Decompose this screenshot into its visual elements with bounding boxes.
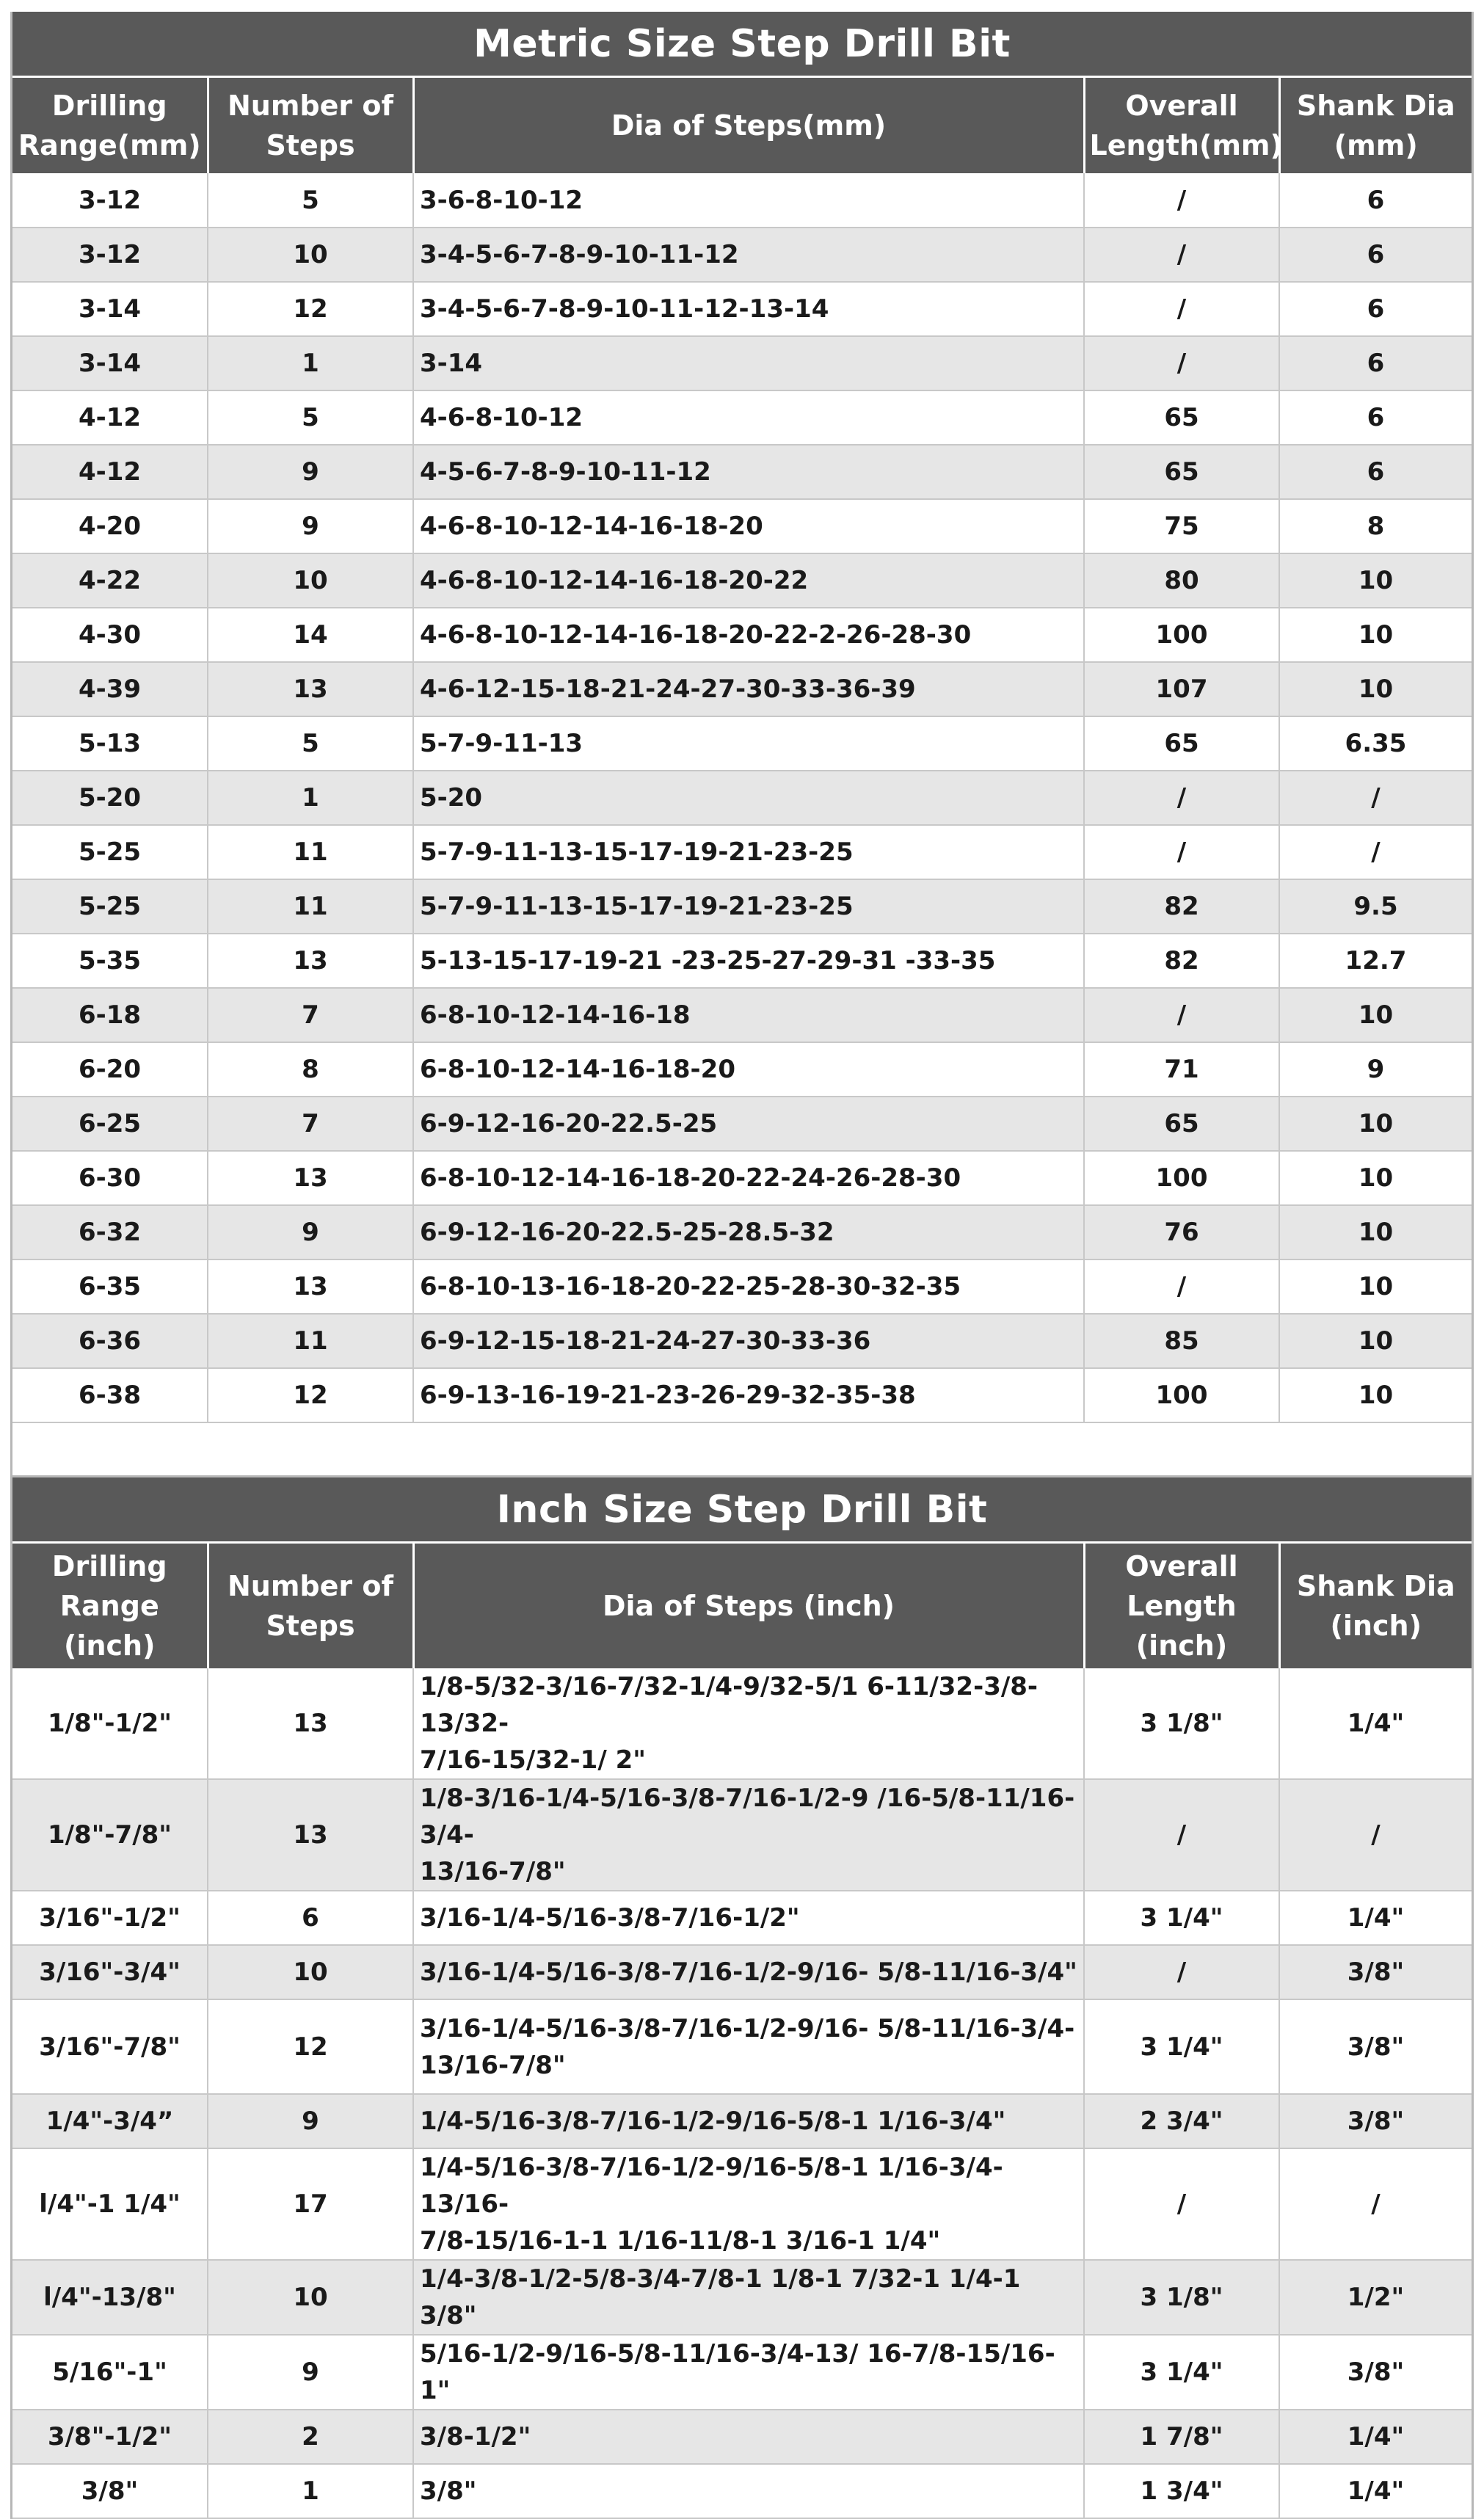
header-shank-dia: Shank Dia (inch)	[1279, 1544, 1472, 1668]
cell-number-of-steps: 2	[208, 2410, 413, 2464]
cell-shank-dia: /	[1279, 771, 1472, 825]
cell-drilling-range: 4-30	[12, 608, 208, 662]
table-row	[12, 1260, 1472, 1314]
steps-line-2: 13/16-7/8"	[420, 1857, 566, 1886]
steps-line-2: 13/16-7/8"	[420, 2050, 566, 2080]
cell-shank-dia: 10	[1279, 1097, 1472, 1151]
steps-line-1: 3/16-1/4-5/16-3/8-7/16-1/2-9/16- 5/8-11/16-3/4-	[420, 2013, 1075, 2043]
cell-number-of-steps: 1	[208, 336, 413, 390]
table-row	[12, 553, 1472, 608]
cell-overall-length: 1 3/4"	[1084, 2464, 1279, 2518]
table-row	[12, 1891, 1472, 1945]
table-row	[12, 445, 1472, 499]
cell-shank-dia: 1/2"	[1279, 2260, 1472, 2335]
cell-dia-of-steps: 5-13-15-17-19-21 -23-25-27-29-31 -33-35	[413, 934, 1084, 988]
cell-number-of-steps: 5	[208, 390, 413, 445]
cell-overall-length: 100	[1084, 608, 1279, 662]
table-row	[12, 716, 1472, 771]
cell-dia-of-steps	[413, 1891, 1084, 1945]
cell-drilling-range: 3-12	[12, 228, 208, 282]
steps-line-1: 1/4-5/16-3/8-7/16-1/2-9/16-5/8-1 1/16-3/4"	[420, 2107, 1006, 2136]
header-number-of-steps: Number of Steps	[208, 78, 413, 173]
steps-line-2: 7/8-15/16-1-1 1/16-11/8-1 3/16-1 1/4"	[420, 2226, 941, 2256]
cell-drilling-range: 4-12	[12, 445, 208, 499]
cell-overall-length: /	[1084, 2148, 1279, 2260]
cell-overall-length: 82	[1084, 934, 1279, 988]
cell-overall-length: 76	[1084, 1205, 1279, 1260]
cell-drilling-range: 3-14	[12, 336, 208, 390]
steps-line-1: 3/16-1/4-5/16-3/8-7/16-1/2-9/16- 5/8-11/16-3/4"	[420, 1958, 1077, 1987]
steps-line-1: 5/16-1/2-9/16-5/8-11/16-3/4-13/ 16-7/8-15/16-1"	[420, 2339, 1055, 2405]
cell-dia-of-steps: 5-20	[413, 771, 1084, 825]
table-row	[12, 336, 1472, 390]
cell-drilling-range: 3/16"-3/4"	[12, 1945, 208, 1999]
cell-drilling-range: 1/8"-1/2"	[12, 1668, 208, 1779]
cell-dia-of-steps: 6-8-10-12-14-16-18-20	[413, 1042, 1084, 1097]
cell-drilling-range: 6-32	[12, 1205, 208, 1260]
cell-drilling-range: 4-22	[12, 553, 208, 608]
table-row	[12, 499, 1472, 553]
cell-overall-length: 3 1/8"	[1084, 2260, 1279, 2335]
cell-number-of-steps: 10	[208, 1945, 413, 1999]
cell-overall-length: /	[1084, 336, 1279, 390]
cell-number-of-steps: 13	[208, 1151, 413, 1205]
table-row	[12, 2464, 1472, 2518]
cell-dia-of-steps	[413, 2094, 1084, 2148]
cell-number-of-steps: 1	[208, 2464, 413, 2518]
cell-drilling-range: 3/16"-1/2"	[12, 1891, 208, 1945]
table-row	[12, 662, 1472, 716]
cell-shank-dia: 9	[1279, 1042, 1472, 1097]
cell-number-of-steps: 13	[208, 1668, 413, 1779]
cell-drilling-range: 4-39	[12, 662, 208, 716]
cell-overall-length: 100	[1084, 1368, 1279, 1422]
cell-number-of-steps: 12	[208, 1999, 413, 2094]
cell-drilling-range: l/4"-13/8"	[12, 2260, 208, 2335]
cell-drilling-range: 5-13	[12, 716, 208, 771]
cell-shank-dia: 6.35	[1279, 716, 1472, 771]
header-overall-length: Overall Length(mm)	[1084, 78, 1279, 173]
cell-shank-dia: 1/4"	[1279, 2410, 1472, 2464]
header-drilling-range: Drilling Range(mm)	[12, 78, 208, 173]
cell-drilling-range: 6-36	[12, 1314, 208, 1368]
cell-overall-length: /	[1084, 1945, 1279, 1999]
cell-shank-dia: 10	[1279, 1151, 1472, 1205]
metric-header-row	[12, 78, 1472, 173]
cell-overall-length: 3 1/8"	[1084, 1668, 1279, 1779]
cell-drilling-range: 6-25	[12, 1097, 208, 1151]
cell-dia-of-steps: 4-6-12-15-18-21-24-27-30-33-36-39	[413, 662, 1084, 716]
cell-number-of-steps: 13	[208, 1779, 413, 1891]
cell-shank-dia: /	[1279, 2148, 1472, 2260]
cell-drilling-range: 1/4"-3/4”	[12, 2094, 208, 2148]
cell-dia-of-steps	[413, 1668, 1084, 1779]
cell-drilling-range: 6-38	[12, 1368, 208, 1422]
cell-dia-of-steps: 6-9-12-15-18-21-24-27-30-33-36	[413, 1314, 1084, 1368]
cell-drilling-range: 4-12	[12, 390, 208, 445]
cell-shank-dia: 9.5	[1279, 879, 1472, 934]
table-row	[12, 2335, 1472, 2410]
cell-overall-length: 1 7/8"	[1084, 2410, 1279, 2464]
cell-dia-of-steps: 6-8-10-12-14-16-18	[413, 988, 1084, 1042]
cell-shank-dia: 6	[1279, 282, 1472, 336]
cell-dia-of-steps: 4-6-8-10-12-14-16-18-20-22	[413, 553, 1084, 608]
cell-overall-length: /	[1084, 988, 1279, 1042]
cell-drilling-range: 5/16"-1"	[12, 2335, 208, 2410]
cell-dia-of-steps: 3-6-8-10-12	[413, 173, 1084, 228]
cell-number-of-steps: 8	[208, 1042, 413, 1097]
cell-dia-of-steps	[413, 1999, 1084, 2094]
cell-overall-length: 65	[1084, 1097, 1279, 1151]
header-dia-of-steps: Dia of Steps (inch)	[413, 1544, 1084, 1668]
cell-dia-of-steps: 6-9-12-16-20-22.5-25-28.5-32	[413, 1205, 1084, 1260]
cell-overall-length: 65	[1084, 445, 1279, 499]
steps-line-1: 1/8-5/32-3/16-7/32-1/4-9/32-5/1 6-11/32-3/8-13/32-	[420, 1672, 1039, 1738]
cell-shank-dia: 6	[1279, 228, 1472, 282]
cell-number-of-steps: 10	[208, 2260, 413, 2335]
cell-shank-dia: 3/8"	[1279, 2335, 1472, 2410]
cell-number-of-steps: 13	[208, 662, 413, 716]
steps-line-2: 7/16-15/32-1/ 2"	[420, 1745, 646, 1775]
cell-overall-length: 71	[1084, 1042, 1279, 1097]
cell-dia-of-steps	[413, 2464, 1084, 2518]
table-row	[12, 173, 1472, 228]
table-row	[12, 1042, 1472, 1097]
cell-overall-length: 85	[1084, 1314, 1279, 1368]
cell-overall-length: 65	[1084, 390, 1279, 445]
cell-dia-of-steps: 4-6-8-10-12	[413, 390, 1084, 445]
cell-shank-dia: 3/8"	[1279, 1999, 1472, 2094]
cell-dia-of-steps	[413, 2148, 1084, 2260]
cell-drilling-range: 3/16"-7/8"	[12, 1999, 208, 2094]
cell-drilling-range: 1/8"-7/8"	[12, 1779, 208, 1891]
cell-shank-dia: 10	[1279, 1260, 1472, 1314]
cell-dia-of-steps: 4-6-8-10-12-14-16-18-20	[413, 499, 1084, 553]
cell-number-of-steps: 9	[208, 499, 413, 553]
table-row	[12, 2094, 1472, 2148]
header-overall-length: Overall Length (inch)	[1084, 1544, 1279, 1668]
cell-dia-of-steps	[413, 2335, 1084, 2410]
cell-number-of-steps: 9	[208, 1205, 413, 1260]
cell-number-of-steps: 9	[208, 2335, 413, 2410]
table-row	[12, 934, 1472, 988]
cell-dia-of-steps: 5-7-9-11-13-15-17-19-21-23-25	[413, 879, 1084, 934]
table-row	[12, 1368, 1472, 1422]
cell-drilling-range: 3/8"-1/2"	[12, 2410, 208, 2464]
cell-number-of-steps: 10	[208, 228, 413, 282]
cell-number-of-steps: 6	[208, 1891, 413, 1945]
steps-line-1: 3/8"	[420, 2476, 477, 2506]
cell-shank-dia: /	[1279, 1779, 1472, 1891]
cell-dia-of-steps: 6-9-12-16-20-22.5-25	[413, 1097, 1084, 1151]
cell-overall-length: 107	[1084, 662, 1279, 716]
cell-overall-length: /	[1084, 1779, 1279, 1891]
cell-overall-length: 80	[1084, 553, 1279, 608]
cell-shank-dia: 6	[1279, 445, 1472, 499]
cell-number-of-steps: 11	[208, 879, 413, 934]
cell-dia-of-steps: 6-8-10-13-16-18-20-22-25-28-30-32-35	[413, 1260, 1084, 1314]
cell-drilling-range: 5-25	[12, 879, 208, 934]
cell-number-of-steps: 9	[208, 445, 413, 499]
cell-dia-of-steps: 6-8-10-12-14-16-18-20-22-24-26-28-30	[413, 1151, 1084, 1205]
cell-overall-length: 75	[1084, 499, 1279, 553]
cell-overall-length: 3 1/4"	[1084, 1891, 1279, 1945]
cell-shank-dia: 3/8"	[1279, 2094, 1472, 2148]
cell-number-of-steps: 17	[208, 2148, 413, 2260]
cell-shank-dia: 6	[1279, 390, 1472, 445]
table-row	[12, 825, 1472, 879]
table-row	[12, 2410, 1472, 2464]
cell-number-of-steps: 11	[208, 825, 413, 879]
cell-overall-length: 65	[1084, 716, 1279, 771]
table-row	[12, 1205, 1472, 1260]
header-shank-dia: Shank Dia (mm)	[1279, 78, 1472, 173]
cell-number-of-steps: 12	[208, 1368, 413, 1422]
cell-drilling-range: 6-20	[12, 1042, 208, 1097]
cell-number-of-steps: 13	[208, 1260, 413, 1314]
inch-table-title: Inch Size Step Drill Bit	[12, 1477, 1472, 1544]
cell-dia-of-steps: 5-7-9-11-13-15-17-19-21-23-25	[413, 825, 1084, 879]
cell-number-of-steps: 9	[208, 2094, 413, 2148]
cell-overall-length: /	[1084, 825, 1279, 879]
steps-line-1: 3/8-1/2"	[420, 2422, 531, 2451]
cell-shank-dia: 1/4"	[1279, 1668, 1472, 1779]
cell-drilling-range: 6-35	[12, 1260, 208, 1314]
cell-number-of-steps: 5	[208, 173, 413, 228]
table-row	[12, 1945, 1472, 1999]
cell-dia-of-steps: 6-9-13-16-19-21-23-26-29-32-35-38	[413, 1368, 1084, 1422]
section-spacer	[12, 1423, 1472, 1477]
cell-shank-dia: 8	[1279, 499, 1472, 553]
cell-shank-dia: 6	[1279, 336, 1472, 390]
steps-line-1: 1/4-5/16-3/8-7/16-1/2-9/16-5/8-1 1/16-3/4-13/16-	[420, 2153, 1003, 2219]
cell-dia-of-steps: 4-6-8-10-12-14-16-18-20-22-2-26-28-30	[413, 608, 1084, 662]
cell-drilling-range: 6-30	[12, 1151, 208, 1205]
cell-drilling-range: 3-12	[12, 173, 208, 228]
cell-overall-length: /	[1084, 771, 1279, 825]
table-row	[12, 608, 1472, 662]
table-row	[12, 1097, 1472, 1151]
step-drill-bit-sheet	[10, 12, 1474, 2519]
header-drilling-range: Drilling Range (inch)	[12, 1544, 208, 1668]
cell-shank-dia: 3/8"	[1279, 1945, 1472, 1999]
cell-overall-length: 2 3/4"	[1084, 2094, 1279, 2148]
cell-overall-length: 3 1/4"	[1084, 2335, 1279, 2410]
cell-shank-dia: 1/4"	[1279, 2464, 1472, 2518]
cell-dia-of-steps	[413, 1779, 1084, 1891]
table-row	[12, 282, 1472, 336]
cell-overall-length: 3 1/4"	[1084, 1999, 1279, 2094]
cell-number-of-steps: 1	[208, 771, 413, 825]
metric-table	[12, 78, 1472, 1423]
cell-dia-of-steps: 5-7-9-11-13	[413, 716, 1084, 771]
cell-dia-of-steps	[413, 1945, 1084, 1999]
table-row	[12, 390, 1472, 445]
cell-shank-dia: 10	[1279, 662, 1472, 716]
cell-number-of-steps: 11	[208, 1314, 413, 1368]
header-number-of-steps: Number of Steps	[208, 1544, 413, 1668]
cell-dia-of-steps	[413, 2260, 1084, 2335]
table-row	[12, 1668, 1472, 1779]
cell-shank-dia: 12.7	[1279, 934, 1472, 988]
cell-overall-length: /	[1084, 1260, 1279, 1314]
steps-line-1: 1/8-3/16-1/4-5/16-3/8-7/16-1/2-9 /16-5/8-11/16-3/4-	[420, 1784, 1075, 1850]
cell-number-of-steps: 7	[208, 1097, 413, 1151]
cell-dia-of-steps	[413, 2410, 1084, 2464]
cell-drilling-range: 4-20	[12, 499, 208, 553]
table-row	[12, 228, 1472, 282]
table-row	[12, 771, 1472, 825]
cell-number-of-steps: 5	[208, 716, 413, 771]
table-row	[12, 2260, 1472, 2335]
cell-shank-dia: 10	[1279, 608, 1472, 662]
cell-number-of-steps: 12	[208, 282, 413, 336]
cell-shank-dia: /	[1279, 825, 1472, 879]
cell-drilling-range: 5-20	[12, 771, 208, 825]
cell-shank-dia: 10	[1279, 1314, 1472, 1368]
cell-number-of-steps: 14	[208, 608, 413, 662]
cell-shank-dia: 1/4"	[1279, 1891, 1472, 1945]
cell-overall-length: /	[1084, 173, 1279, 228]
table-row	[12, 2148, 1472, 2260]
table-row	[12, 988, 1472, 1042]
cell-dia-of-steps: 3-4-5-6-7-8-9-10-11-12-13-14	[413, 282, 1084, 336]
cell-shank-dia: 10	[1279, 1368, 1472, 1422]
table-row	[12, 879, 1472, 934]
cell-dia-of-steps: 4-5-6-7-8-9-10-11-12	[413, 445, 1084, 499]
cell-drilling-range: 5-35	[12, 934, 208, 988]
cell-number-of-steps: 7	[208, 988, 413, 1042]
cell-shank-dia: 10	[1279, 988, 1472, 1042]
cell-drilling-range: l/4"-1 1/4"	[12, 2148, 208, 2260]
cell-overall-length: /	[1084, 228, 1279, 282]
cell-dia-of-steps: 3-4-5-6-7-8-9-10-11-12	[413, 228, 1084, 282]
cell-drilling-range: 3/8"	[12, 2464, 208, 2518]
cell-number-of-steps: 13	[208, 934, 413, 988]
cell-shank-dia: 10	[1279, 553, 1472, 608]
cell-overall-length: 82	[1084, 879, 1279, 934]
inch-table	[12, 1544, 1472, 2519]
cell-dia-of-steps: 3-14	[413, 336, 1084, 390]
cell-drilling-range: 6-18	[12, 988, 208, 1042]
cell-overall-length: 100	[1084, 1151, 1279, 1205]
steps-line-1: 1/4-3/8-1/2-5/8-3/4-7/8-1 1/8-1 7/32-1 1/4-1 3/8"	[420, 2264, 1021, 2330]
cell-shank-dia: 10	[1279, 1205, 1472, 1260]
cell-number-of-steps: 10	[208, 553, 413, 608]
table-row	[12, 1999, 1472, 2094]
cell-shank-dia: 6	[1279, 173, 1472, 228]
cell-drilling-range: 5-25	[12, 825, 208, 879]
table-row	[12, 1779, 1472, 1891]
steps-line-1: 3/16-1/4-5/16-3/8-7/16-1/2"	[420, 1903, 800, 1933]
table-row	[12, 1151, 1472, 1205]
cell-overall-length: /	[1084, 282, 1279, 336]
cell-drilling-range: 3-14	[12, 282, 208, 336]
table-row	[12, 1314, 1472, 1368]
metric-table-title: Metric Size Step Drill Bit	[12, 12, 1472, 78]
header-dia-of-steps: Dia of Steps(mm)	[413, 78, 1084, 173]
inch-header-row	[12, 1544, 1472, 1668]
